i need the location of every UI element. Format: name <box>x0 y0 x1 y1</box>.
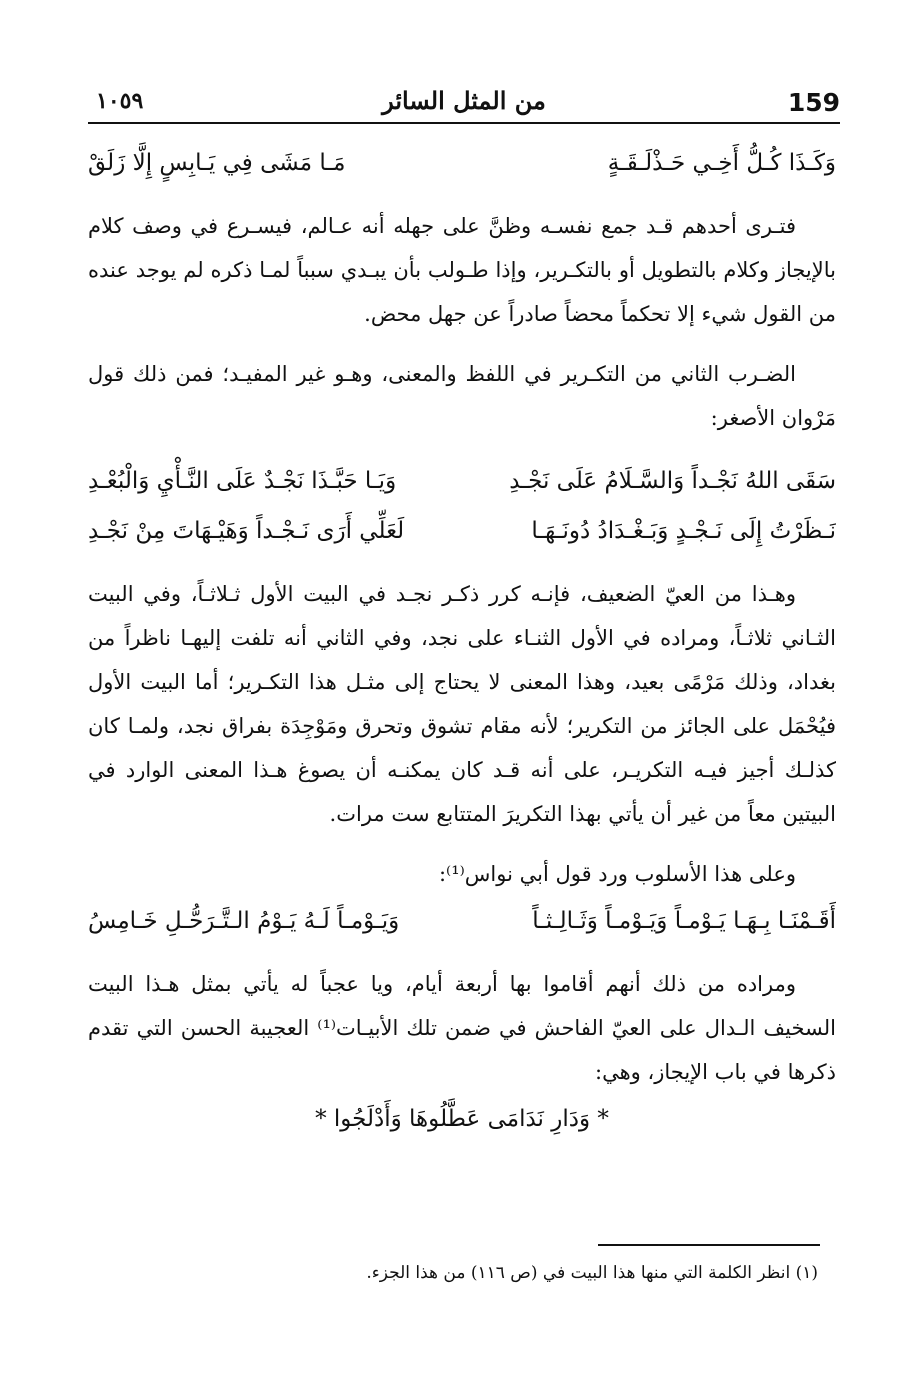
verse-first-hemistich: سَقَى اللهُ نَجْـداً وَالسَّـلَامُ عَلَى نَجْـدِ <box>509 468 836 494</box>
paragraph: وعلى هذا الأسلوب ورد قول أبي نواس⁽¹⁾: <box>438 862 796 886</box>
verse-first-hemistich: وَكَـذَا كُـلُّ أَخِـي حَـذْلَـقَـةٍ <box>607 150 836 176</box>
page-number: 159 <box>787 88 840 117</box>
verse-second-hemistich: وَيَـا حَبَّـذَا نَجْـدٌ عَلَى النَّـأْيِ وَالْبُعْـدِ <box>88 468 397 494</box>
verse-hemistich-centered: * وَدَارِ نَدَامَى عَطَّلُوهَا وَأَدْلَجُوا * <box>315 1106 609 1132</box>
verse-second-hemistich: وَيَـوْمـاً لَـهُ يَـوْمُ الـتَّـرَحُّـلِ خَـامِسُ <box>88 908 400 934</box>
verse-line <box>88 896 836 946</box>
verse-line <box>88 138 836 188</box>
verse-first-hemistich: أَقَـمْنَـا بِـهَـا يَـوْمـاً وَيَـوْمـاً وَثَـالِـثـاً <box>532 908 836 934</box>
page-body <box>88 138 836 1144</box>
paragraph: فتـرى أحدهم قـد جمع نفسـه وظنَّ على جهله أنه عـالم، فيسـرع في وصف كلام بالإيجاز وكلام بالتطويل أو بالتكـرير، وإذا طـولب بأن يبـدي سبباً لمـا ذكره لم يوجد عنده من القول شيء إلا تحكماً محضاً صادراً عن جهل محض. <box>88 214 836 326</box>
verse-first-hemistich: نَـظَرْتُ إِلَى نَـجْـدٍ وَبَـغْـدَادُ دُونَـهَـا <box>531 518 836 544</box>
verse-second-hemistich: لَعَلِّي أَرَى نَـجْـداً وَهَيْـهَاتَ مِنْ نَجْـدِ <box>88 518 405 544</box>
header-rule <box>88 122 840 124</box>
paragraph: وهـذا من العيّ الضعيف، فإنـه كرر ذكـر نجـد في البيت الأول ثـلاثـاً، وفي البيت الثـاني ثلاثـاً، ومراده في الأول الثنـاء على نجد، وفي الثاني أنه تلفت إليهـا ناظراً من بغداد، وذلك مَرْمًى بعيد، وهذا المعنى لا يحتاج إلى مثـل هذا التكـرير؛ أما البيت الأول فيُحْمَل على الجائز من التكرير؛ لأنه مقام تشوق وتحرق ومَوْجِدَة بفراق نجد، ولمـا كان كذلـك أجيز فيـه التكريـر، على أنه قـد كان يمكنـه أن يصوغ هـذا المعنى الوارد في البيتين معاً من غير أن يأتي بهذا التكريرَ المتتابع ست مرات. <box>88 582 836 826</box>
verse-line <box>88 456 836 506</box>
original-page-number: ١٠٥٩ <box>96 88 144 114</box>
paragraph: الضـرب الثاني من التكـرير في اللفظ والمعنى، وهـو غير المفيـد؛ فمن ذلك قول مَرْوان الأصغر: <box>88 362 836 430</box>
page-header <box>88 86 840 122</box>
running-title: من المثل السائر <box>382 86 546 115</box>
footnote: (١) انظر الكلمة التي منها هذا البيت في (ص ١١٦) من هذا الجزء. <box>366 1263 818 1283</box>
verse-second-hemistich: مَـا مَشَى فِي يَـابِسٍ إِلَّا زَلَقْ <box>88 150 346 176</box>
verse-line <box>88 506 836 556</box>
paragraph: ومراده من ذلك أنهم أقاموا بها أربعة أيام، ويا عجباً له يأتي بمثل هـذا البيت السخيف الـدال على العيّ الفاحش في ضمن تلك الأبيـات⁽¹⁾ العجيبة الحسن التي تقدم ذكرها في باب الإيجاز، وهي: <box>88 972 836 1084</box>
footnote-rule <box>598 1244 820 1246</box>
